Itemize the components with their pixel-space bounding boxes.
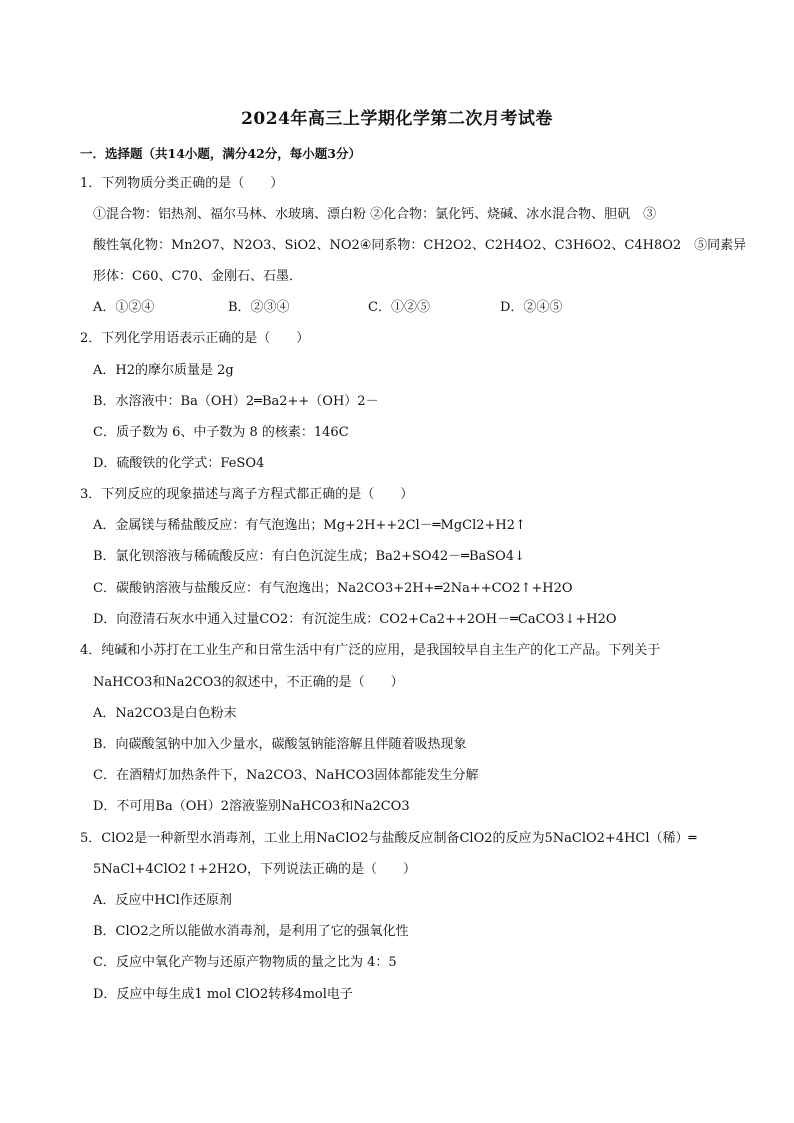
question-1-option-b[interactable]: B．②③④ [228, 300, 290, 315]
question-5-stem-line-2: 5NaCl+4ClO2↑+2H2O，下列说法正确的是（ ） [93, 862, 417, 877]
question-1-option-c[interactable]: C．①②⑤ [368, 300, 430, 315]
question-1-option-d[interactable]: D．②④⑤ [500, 300, 563, 315]
question-4-option-b[interactable]: B．向碳酸氢钠中加入少量水，碳酸氢钠能溶解且伴随着吸热现象 [93, 737, 467, 752]
question-2-option-d[interactable]: D．硫酸铁的化学式：FeSO4 [93, 456, 265, 471]
section-heading: 一．选择题（共14小题，满分42分，每小题3分） [80, 146, 361, 161]
question-3-option-b[interactable]: B．氯化钡溶液与稀硫酸反应：有白色沉淀生成；Ba2+SO42－═BaSO4↓ [93, 549, 525, 564]
question-4-option-a[interactable]: A．Na2CO3是白色粉末 [93, 706, 237, 721]
question-2-option-a[interactable]: A．H2的摩尔质量是 2g [93, 363, 234, 378]
question-2-option-b[interactable]: B．水溶液中：Ba（OH）2═Ba2++（OH）2－ [93, 394, 379, 409]
question-1-stem: 1．下列物质分类正确的是（ ） [80, 176, 284, 191]
question-2-stem: 2．下列化学用语表示正确的是（ ） [80, 331, 310, 346]
question-1-line-2: 酸性氧化物：Mn2O7、N2O3、SiO2、NO2④同系物：CH2O2、C2H4O2、C3H6O2、C4H8O2 ⑤同素异 [93, 238, 747, 253]
question-1-option-a[interactable]: A．①②④ [93, 300, 155, 315]
question-4-stem-line-1: 4．纯碱和小苏打在工业生产和日常生活中有广泛的应用，是我国较早自主生产的化工产品。下列关于 [80, 643, 661, 658]
question-5-option-d[interactable]: D．反应中每生成1 mol ClO2转移4mol电子 [93, 987, 353, 1002]
question-3-option-a[interactable]: A．金属镁与稀盐酸反应：有气泡逸出；Mg+2H++2Cl－═MgCl2+H2↑ [93, 518, 526, 533]
question-5-option-c[interactable]: C．反应中氧化产物与还原产物物质的量之比为 4：5 [93, 955, 397, 970]
question-3-stem: 3．下列反应的现象描述与离子方程式都正确的是（ ） [80, 487, 414, 502]
question-4-stem-line-2: NaHCO3和Na2CO3的叙述中，不正确的是（ ） [93, 675, 404, 690]
question-3-option-c[interactable]: C．碳酸钠溶液与盐酸反应：有气泡逸出；Na2CO3+2H+═2Na++CO2↑+H2O [93, 581, 573, 596]
question-3-option-d[interactable]: D．向澄清石灰水中通入过量CO2：有沉淀生成：CO2+Ca2++2OH－═CaCO3↓+H2O [93, 612, 617, 627]
question-5-stem-line-1: 5．ClO2是一种新型水消毒剂，工业上用NaClO2与盐酸反应制备ClO2的反应为5NaClO2+4HCl（稀）═ [80, 831, 697, 846]
question-1-line-3: 形体：C60、C70、金刚石、石墨． [93, 269, 302, 284]
question-1-options [93, 299, 562, 317]
question-4-option-d[interactable]: D．不可用Ba（OH）2溶液鉴别NaHCO3和Na2CO3 [93, 799, 410, 814]
question-5-option-a[interactable]: A．反应中HCl作还原剂 [93, 893, 232, 908]
question-2-option-c[interactable]: C．质子数为 6、中子数为 8 的核素：146C [93, 425, 349, 440]
question-5-option-b[interactable]: B．ClO2之所以能做水消毒剂，是利用了它的强氧化性 [93, 924, 409, 939]
question-1-line-1: ①混合物：铝热剂、福尔马林、水玻璃、漂白粉 ②化合物：氯化钙、烧碱、冰水混合物、胆矾 ③ [93, 207, 657, 222]
question-4-option-c[interactable]: C．在酒精灯加热条件下，Na2CO3、NaHCO3固体都能发生分解 [93, 768, 479, 783]
page-title: 2024年高三上学期化学第二次月考试卷 [241, 109, 553, 129]
